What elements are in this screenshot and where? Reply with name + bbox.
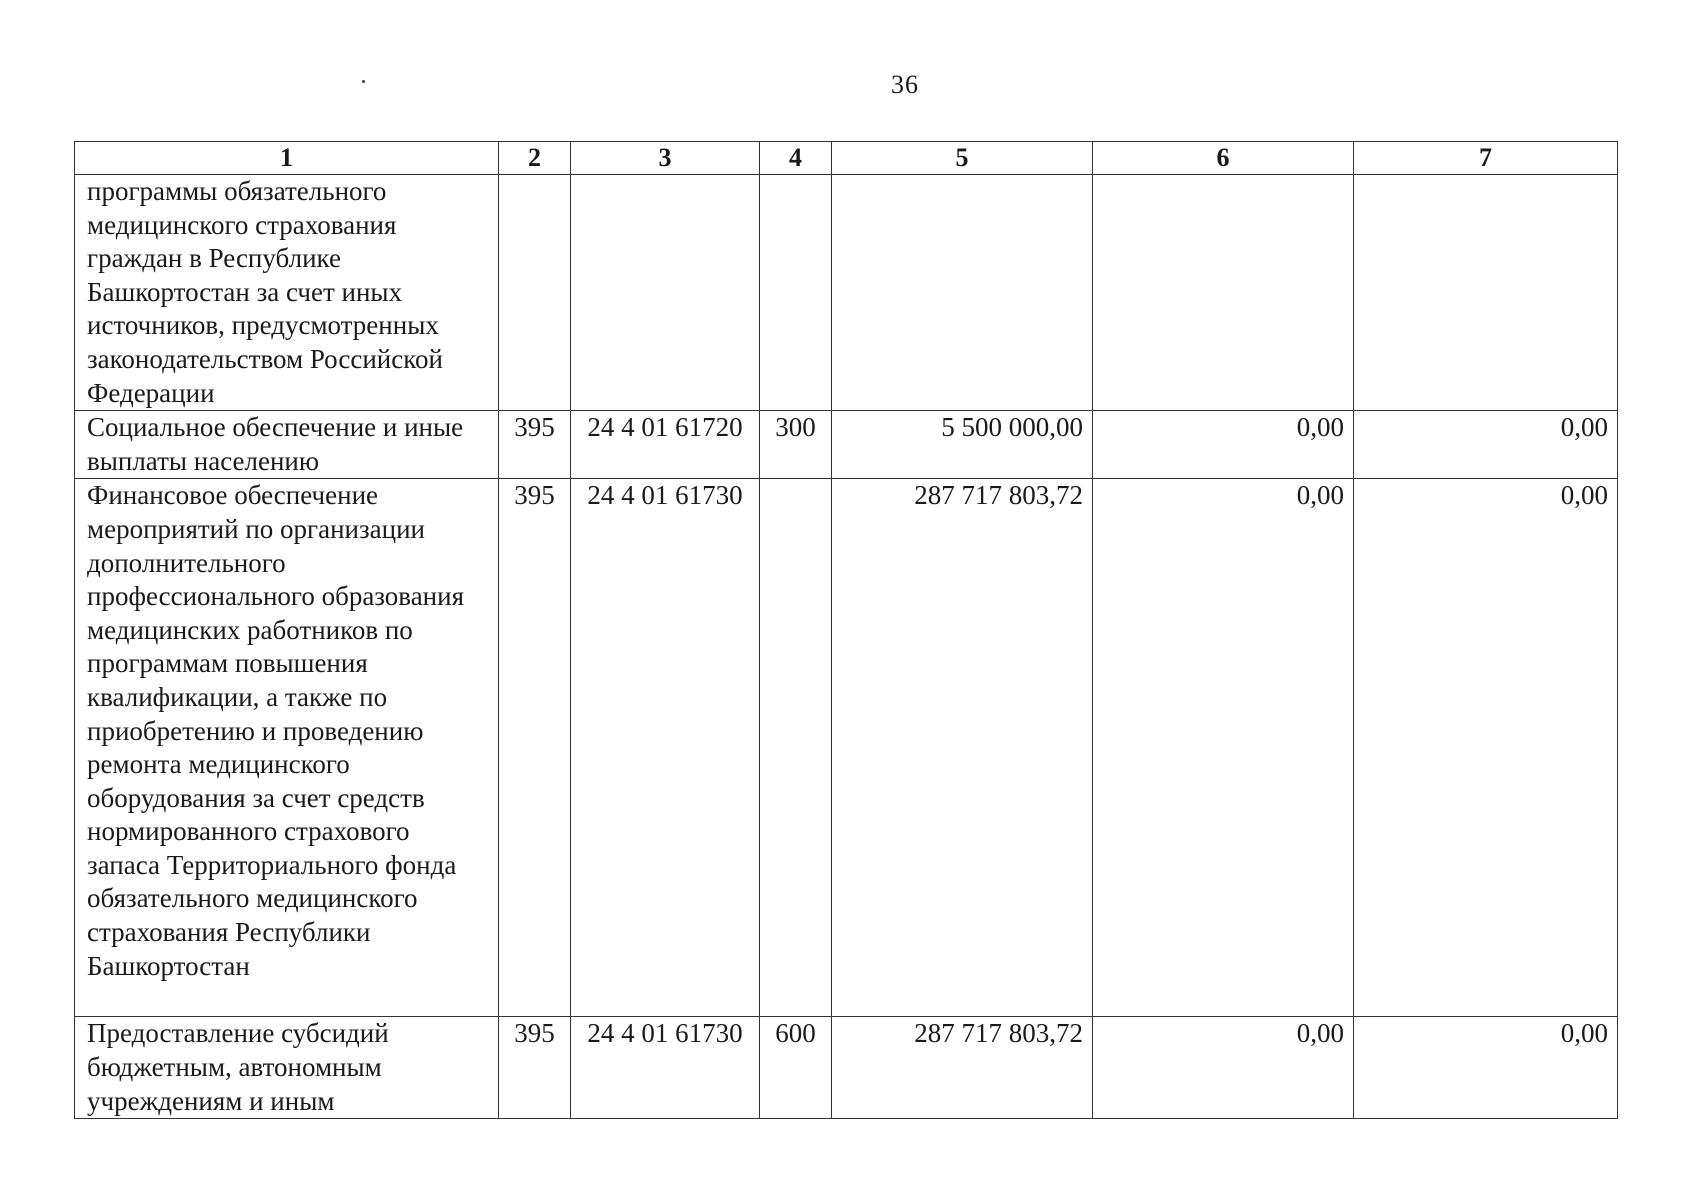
column-header: 3 (571, 142, 760, 175)
column-header: 6 (1093, 142, 1354, 175)
expense-type-code (760, 479, 832, 1017)
amount-col-7 (1354, 175, 1618, 411)
expense-type-code: 300 (760, 411, 832, 479)
target-article-code (571, 175, 760, 411)
amount-col-7: 0,00 (1354, 1017, 1618, 1119)
table-row (75, 479, 1618, 1017)
target-article-code: 24 4 01 61730 (571, 479, 760, 1017)
amount-col-5: 287 717 803,72 (832, 1017, 1093, 1119)
grbs-code: 395 (499, 1017, 571, 1119)
column-header: 4 (760, 142, 832, 175)
column-header: 2 (499, 142, 571, 175)
amount-col-6: 0,00 (1093, 1017, 1354, 1119)
grbs-code (499, 175, 571, 411)
table-row (75, 175, 1618, 411)
budget-table (74, 141, 1618, 1119)
column-header: 5 (832, 142, 1093, 175)
amount-col-6: 0,00 (1093, 479, 1354, 1017)
grbs-code: 395 (499, 411, 571, 479)
item-name: Финансовое обеспечение мероприятий по организации дополнительного профессионального образования медицинских работников по программам повышения квалификации, а также по приобретению и проведению ремонта медицинского оборудования за счет средств нормированного страхового запаса Территориального фонда обязательного медицинского страхования Республики Башкортостан (75, 479, 499, 1017)
expense-type-code: 600 (760, 1017, 832, 1119)
table-row (75, 1017, 1618, 1119)
item-name: Предоставление субсидий бюджетным, автономным учреждениям и иным (75, 1017, 499, 1119)
target-article-code: 24 4 01 61730 (571, 1017, 760, 1119)
amount-col-5: 287 717 803,72 (832, 479, 1093, 1017)
item-name: Социальное обеспечение и иные выплаты населению (75, 411, 499, 479)
target-article-code: 24 4 01 61720 (571, 411, 760, 479)
amount-col-6: 0,00 (1093, 411, 1354, 479)
table-header-row (75, 142, 1618, 175)
grbs-code: 395 (499, 479, 571, 1017)
column-header: 1 (75, 142, 499, 175)
amount-col-7: 0,00 (1354, 479, 1618, 1017)
amount-col-7: 0,00 (1354, 411, 1618, 479)
column-header: 7 (1354, 142, 1618, 175)
amount-col-5: 5 500 000,00 (832, 411, 1093, 479)
table-row (75, 411, 1618, 479)
scan-speck (362, 80, 365, 83)
expense-type-code (760, 175, 832, 411)
page-number: 36 (891, 70, 919, 99)
amount-col-5 (832, 175, 1093, 411)
item-name: программы обязательного медицинского страхования граждан в Республике Башкортостан за счет иных источников, предусмотренных законодательством Российской Федерации (75, 175, 499, 411)
amount-col-6 (1093, 175, 1354, 411)
